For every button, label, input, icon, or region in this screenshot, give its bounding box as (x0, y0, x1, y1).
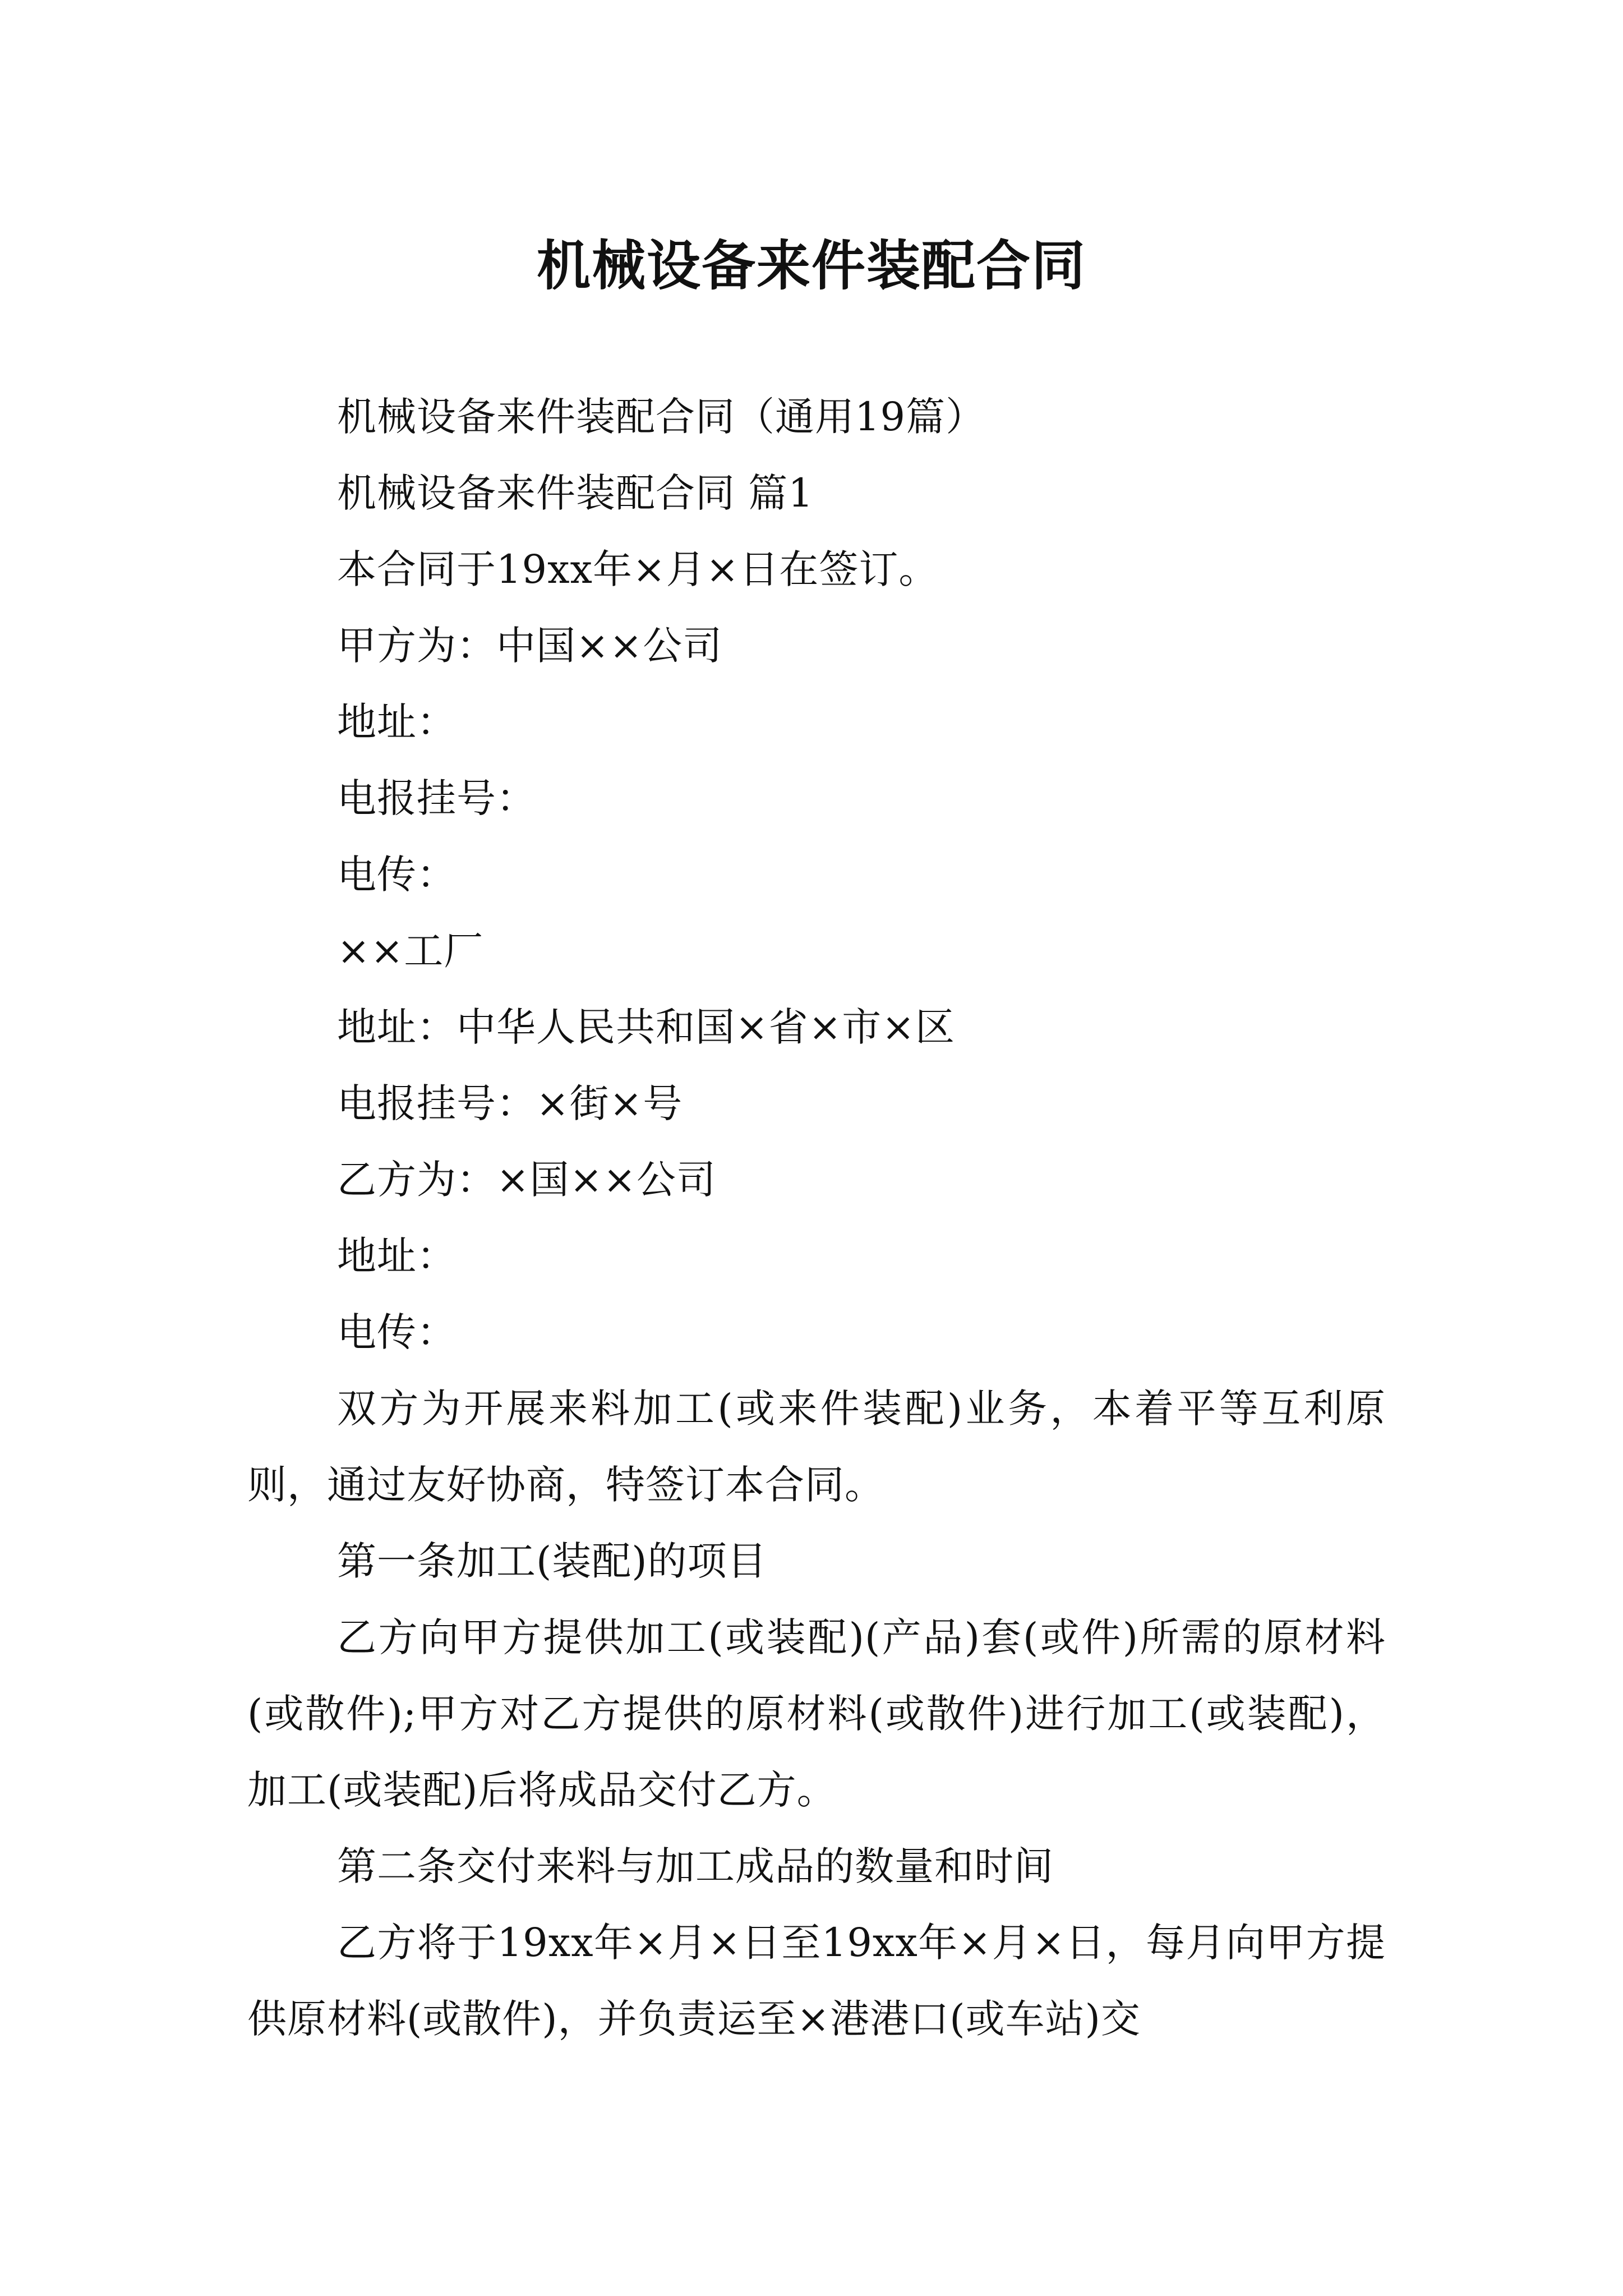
party-a-cable-line: 电报挂号： (337, 775, 536, 821)
factory-address-line: 地址：中华人民共和国×省×市×区 (337, 1004, 955, 1050)
factory-line: ××工厂 (337, 928, 484, 974)
factory-cable-line: 电报挂号：×街×号 (337, 1080, 683, 1126)
preamble-paragraph: 双方为开展来料加工(或来件装配)业务，本着平等互利原则，通过友好协商，特签订本合同。 (247, 1386, 1386, 1508)
party-b-telex-line: 电传： (337, 1309, 457, 1355)
party-b-line: 乙方为：×国××公司 (337, 1157, 716, 1203)
article-2-heading: 第二条交付来料与加工成品的数量和时间 (337, 1843, 1054, 1889)
document-body (247, 379, 1386, 2057)
signing-date-line: 本合同于19xx年×月×日在签订。 (337, 546, 939, 592)
subtitle-part-1: 机械设备来件装配合同 篇1 (337, 470, 814, 516)
party-a-telex-line: 电传： (337, 852, 457, 898)
article-2-body: 乙方将于19xx年×月×日至19xx年×月×日，每月向甲方提供原材料(或散件)，并负责运至×港港口(或车站)交 (247, 1920, 1386, 2042)
document-title: 机械设备来件装配合同 (537, 234, 1086, 298)
article-1-body: 乙方向甲方提供加工(或装配)(产品)套(或件)所需的原材料(或散件);甲方对乙方提供的原材料(或散件)进行加工(或装配)，加工(或装配)后将成品交付乙方。 (247, 1614, 1386, 1813)
subtitle-collection: 机械设备来件装配合同（通用19篇） (337, 394, 986, 440)
party-b-address-line: 地址： (337, 1233, 457, 1279)
party-a-line: 甲方为：中国××公司 (337, 623, 723, 669)
party-a-address-line: 地址： (337, 699, 457, 745)
article-1-heading: 第一条加工(装配)的项目 (337, 1538, 767, 1584)
